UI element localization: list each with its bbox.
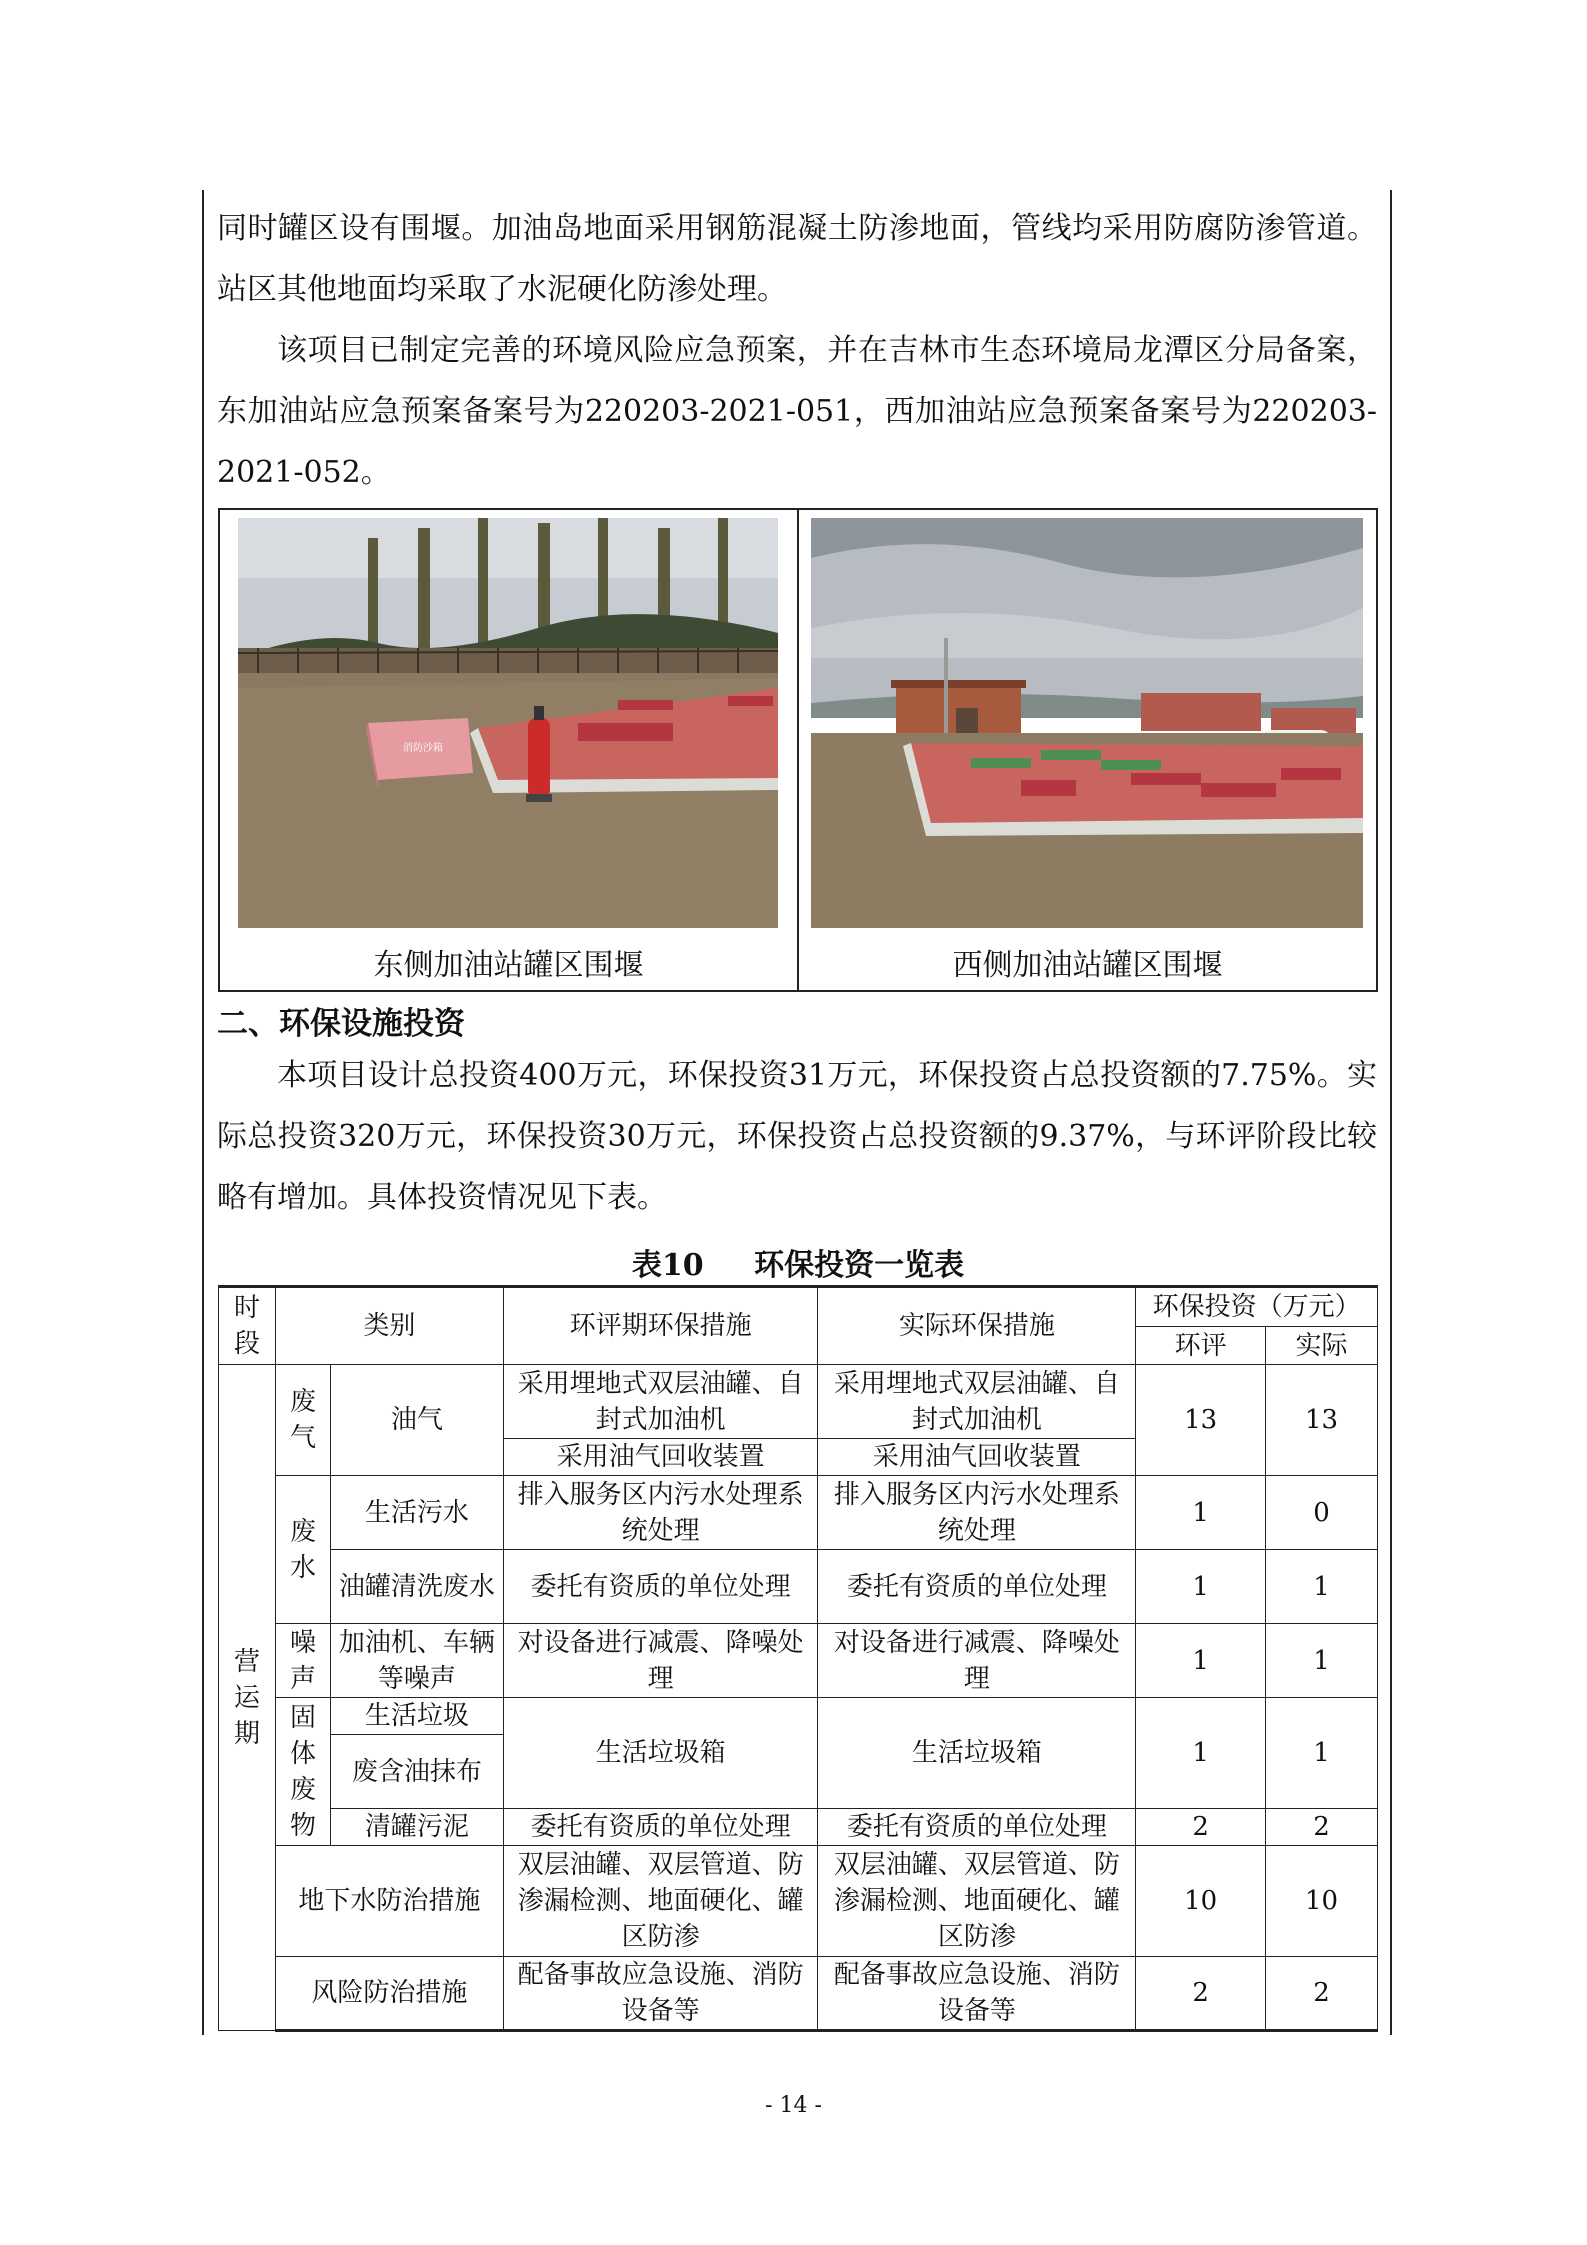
row-groundwater-actual: 双层油罐、双层管道、防渗漏检测、地面硬化、罐区防渗: [818, 1846, 1136, 1957]
period-operation: 营运期: [219, 1365, 276, 2031]
row-groundwater-actual-amount: 10: [1266, 1846, 1378, 1957]
row-garbage-item: 生活垃圾: [330, 1698, 503, 1735]
east-photo-caption: 东侧加油站罐区围堰: [373, 948, 644, 983]
row-sludge-eia-amount: 2: [1136, 1809, 1266, 1846]
row-sludge-eia: 委托有资质的单位处理: [503, 1809, 818, 1846]
page-number: - 14 -: [765, 2093, 822, 2118]
row-garbage-actual: 生活垃圾箱: [818, 1698, 1136, 1809]
row-gas-eia-amount: 13: [1136, 1365, 1266, 1476]
header-eia-measures: 环评期环保措施: [503, 1287, 818, 1365]
header-category: 类别: [275, 1287, 503, 1365]
photo-cell-east: [220, 510, 797, 990]
group-solid-waste: 固体废物: [275, 1698, 330, 1846]
group-waste-gas: 废气: [275, 1365, 330, 1476]
row-groundwater-item: 地下水防治措施: [275, 1846, 503, 1957]
row-noise-item: 加油机、车辆等噪声: [330, 1624, 503, 1698]
investment-table: [218, 1285, 1378, 2032]
row-noise-actual: 对设备进行减震、降噪处理: [818, 1624, 1136, 1698]
photo-table: [218, 508, 1378, 992]
row-risk-item: 风险防治措施: [275, 1957, 503, 2031]
row-sludge-actual-amount: 2: [1266, 1809, 1378, 1846]
row-risk-eia-amount: 2: [1136, 1957, 1266, 2031]
row-sludge-actual: 委托有资质的单位处理: [818, 1809, 1136, 1846]
row-tank-wash-actual-amount: 1: [1266, 1550, 1378, 1624]
row-gas-actual-a: 采用埋地式双层油罐、自封式加油机: [818, 1365, 1136, 1439]
row-garbage-actual-amount: 1: [1266, 1698, 1378, 1809]
header-investment: 环保投资（万元）: [1136, 1287, 1378, 1327]
west-tank-area-photo: [811, 518, 1363, 928]
row-sewage-eia: 排入服务区内污水处理系统处理: [503, 1476, 818, 1550]
row-garbage-eia-amount: 1: [1136, 1698, 1266, 1809]
row-noise-actual-amount: 1: [1266, 1624, 1378, 1698]
row-tank-wash-eia: 委托有资质的单位处理: [503, 1550, 818, 1624]
row-risk-eia: 配备事故应急设施、消防设备等: [503, 1957, 818, 2031]
row-tank-wash-eia-amount: 1: [1136, 1550, 1266, 1624]
row-groundwater-eia: 双层油罐、双层管道、防渗漏检测、地面硬化、罐区防渗: [503, 1846, 818, 1957]
row-oily-rag-item: 废含油抹布: [330, 1735, 503, 1809]
row-sewage-item: 生活污水: [330, 1476, 503, 1550]
header-actual-amount: 实际: [1266, 1327, 1378, 1365]
row-noise-eia: 对设备进行减震、降噪处理: [503, 1624, 818, 1698]
row-tank-wash-item: 油罐清洗废水: [330, 1550, 503, 1624]
west-photo-caption: 西侧加油站罐区围堰: [952, 948, 1223, 983]
row-sludge-item: 清罐污泥: [330, 1809, 503, 1846]
row-sewage-actual-amount: 0: [1266, 1476, 1378, 1550]
photo-cell-west: [797, 510, 1376, 990]
row-garbage-eia: 生活垃圾箱: [503, 1698, 818, 1809]
row-gas-eia-b: 采用油气回收装置: [503, 1439, 818, 1476]
section-title: 二、环保设施投资: [217, 1006, 465, 1042]
header-actual-measures: 实际环保措施: [818, 1287, 1136, 1365]
paragraph-emergency-plan: 该项目已制定完善的环境风险应急预案，并在吉林市生态环境局龙潭区分局备案，东加油站应急预案备案号为220203-2021-051，西加油站应急预案备案号为220203-2021-052。: [217, 333, 1377, 490]
row-gas-item: 油气: [330, 1365, 503, 1476]
table-title: 表10 环保投资一览表: [631, 1248, 965, 1283]
header-eia-amount: 环评: [1136, 1327, 1266, 1365]
row-gas-actual-amount: 13: [1266, 1365, 1378, 1476]
row-gas-actual-b: 采用油气回收装置: [818, 1439, 1136, 1476]
paragraph-containment: 同时罐区设有围堰。加油岛地面采用钢筋混凝土防渗地面，管线均采用防腐防渗管道。站区其他地面均采取了水泥硬化防渗处理。: [217, 211, 1377, 307]
sand-box-label: 消防沙箱: [403, 743, 443, 754]
header-period: 时段: [219, 1287, 276, 1365]
row-sewage-eia-amount: 1: [1136, 1476, 1266, 1550]
row-gas-eia-a: 采用埋地式双层油罐、自封式加油机: [503, 1365, 818, 1439]
row-noise-eia-amount: 1: [1136, 1624, 1266, 1698]
row-sewage-actual: 排入服务区内污水处理系统处理: [818, 1476, 1136, 1550]
row-risk-actual: 配备事故应急设施、消防设备等: [818, 1957, 1136, 2031]
row-groundwater-eia-amount: 10: [1136, 1846, 1266, 1957]
group-waste-water: 废水: [275, 1476, 330, 1624]
row-risk-actual-amount: 2: [1266, 1957, 1378, 2031]
paragraph-investment: 本项目设计总投资400万元，环保投资31万元，环保投资占总投资额的7.75%。实际总投资320万元，环保投资30万元，环保投资占总投资额的9.37%，与环评阶段比较略有增加。具体投资情况见下表。: [217, 1058, 1377, 1215]
row-tank-wash-actual: 委托有资质的单位处理: [818, 1550, 1136, 1624]
group-noise: 噪声: [275, 1624, 330, 1698]
east-tank-area-photo: [238, 518, 778, 928]
